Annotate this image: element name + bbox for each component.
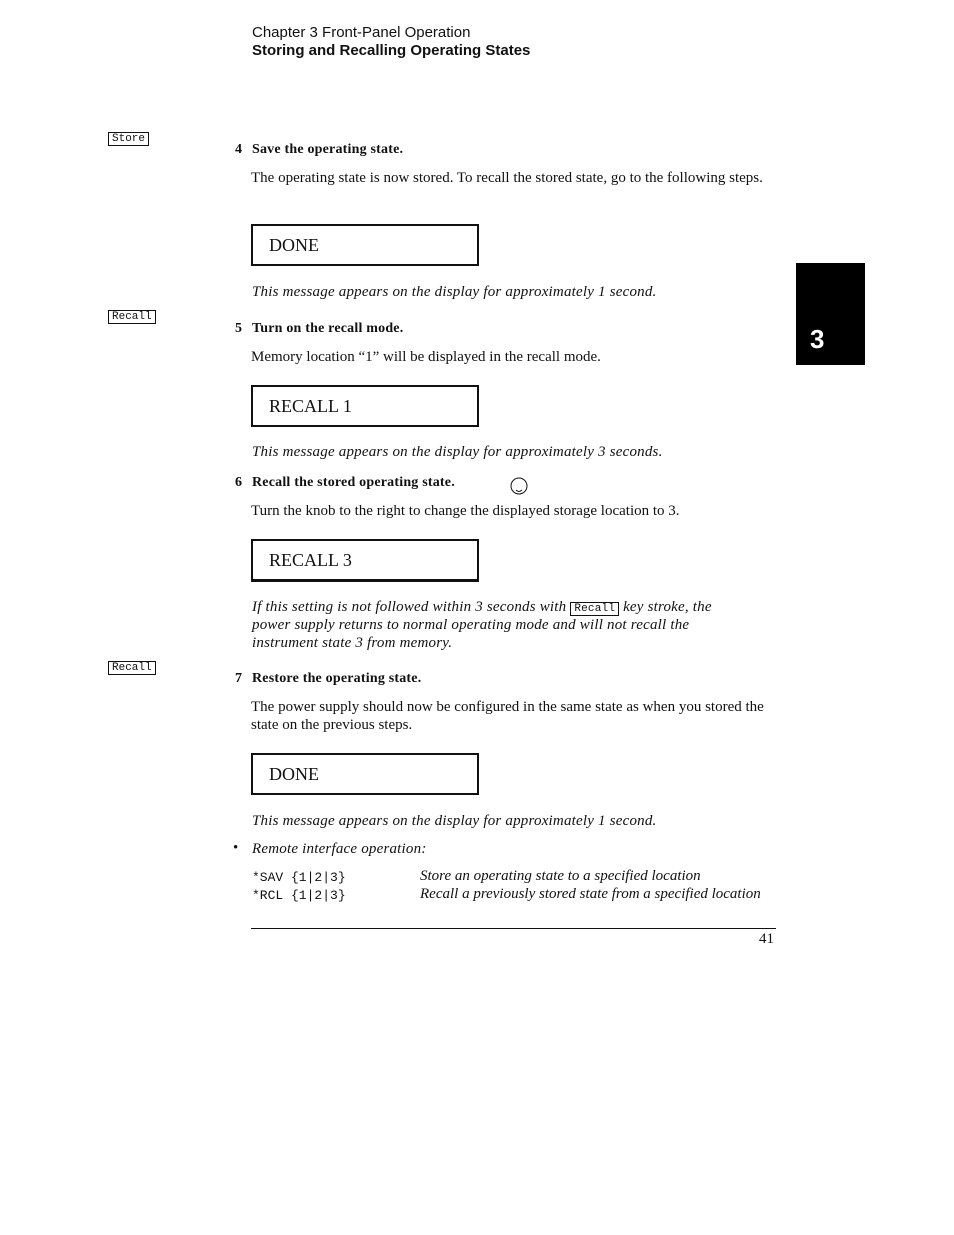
step-body: Turn the knob to the right to change the displayed storage location to 3.: [251, 503, 680, 519]
remote-label: Remote interface operation:: [252, 841, 427, 857]
page-number: 41: [759, 931, 774, 947]
footer-rule: [251, 928, 776, 929]
display-text: RECALL 1: [269, 396, 352, 416]
store-key: Store: [108, 132, 149, 146]
step-title: Save the operating state.: [252, 142, 404, 157]
note-text: instrument state 3 from memory.: [252, 635, 453, 651]
display-note: This message appears on the display for approximately 1 second.: [252, 813, 657, 829]
display-box: [251, 539, 479, 582]
display-box: [251, 753, 479, 795]
step-number: 4: [235, 142, 242, 157]
chapter-tab-number: 3: [810, 324, 825, 354]
knob-icon: [509, 477, 529, 495]
display-note: This message appears on the display for approximately 1 second.: [252, 284, 657, 300]
display-text: RECALL 3: [269, 550, 352, 570]
display-note: [252, 598, 782, 652]
display-note: This message appears on the display for approximately 3 seconds.: [252, 444, 663, 460]
display-box: [251, 385, 479, 427]
inline-recall-key: Recall: [570, 602, 619, 616]
note-text: key stroke, the: [623, 599, 712, 615]
chapter-tab: [796, 263, 865, 365]
step-number: 5: [235, 321, 242, 336]
note-text: If this setting is not followed within 3 seconds with: [252, 599, 567, 615]
step-body: Memory location “1” will be displayed in the recall mode.: [251, 349, 601, 365]
step-body: The operating state is now stored. To recall the stored state, go to the following steps.: [251, 170, 763, 186]
command-desc: Recall a previously stored state from a specified location: [420, 886, 761, 902]
command-rcl: *RCL {1|2|3}: [252, 888, 346, 903]
step-body: The power supply should now be configured in the same state as when you stored the state on the previous steps.: [251, 699, 764, 733]
recall-key-2: Recall: [108, 661, 156, 675]
chapter-title: Chapter 3 Front-Panel Operation: [252, 24, 471, 41]
display-text: DONE: [269, 764, 319, 784]
step-title: Recall the stored operating state.: [252, 475, 455, 490]
display-text: DONE: [269, 235, 319, 255]
note-text: power supply returns to normal operating mode and will not recall the: [252, 617, 690, 633]
step-title: Turn on the recall mode.: [252, 321, 404, 336]
command-desc: Store an operating state to a specified location: [420, 868, 701, 884]
step-number: 6: [235, 475, 242, 490]
step-number: 7: [235, 671, 242, 686]
display-box: [251, 224, 479, 266]
step-title: Restore the operating state.: [252, 671, 422, 686]
section-title: Storing and Recalling Operating States: [252, 42, 531, 59]
recall-key: Recall: [108, 310, 156, 324]
command-sav: *SAV {1|2|3}: [252, 870, 346, 885]
bullet: •: [233, 840, 239, 856]
